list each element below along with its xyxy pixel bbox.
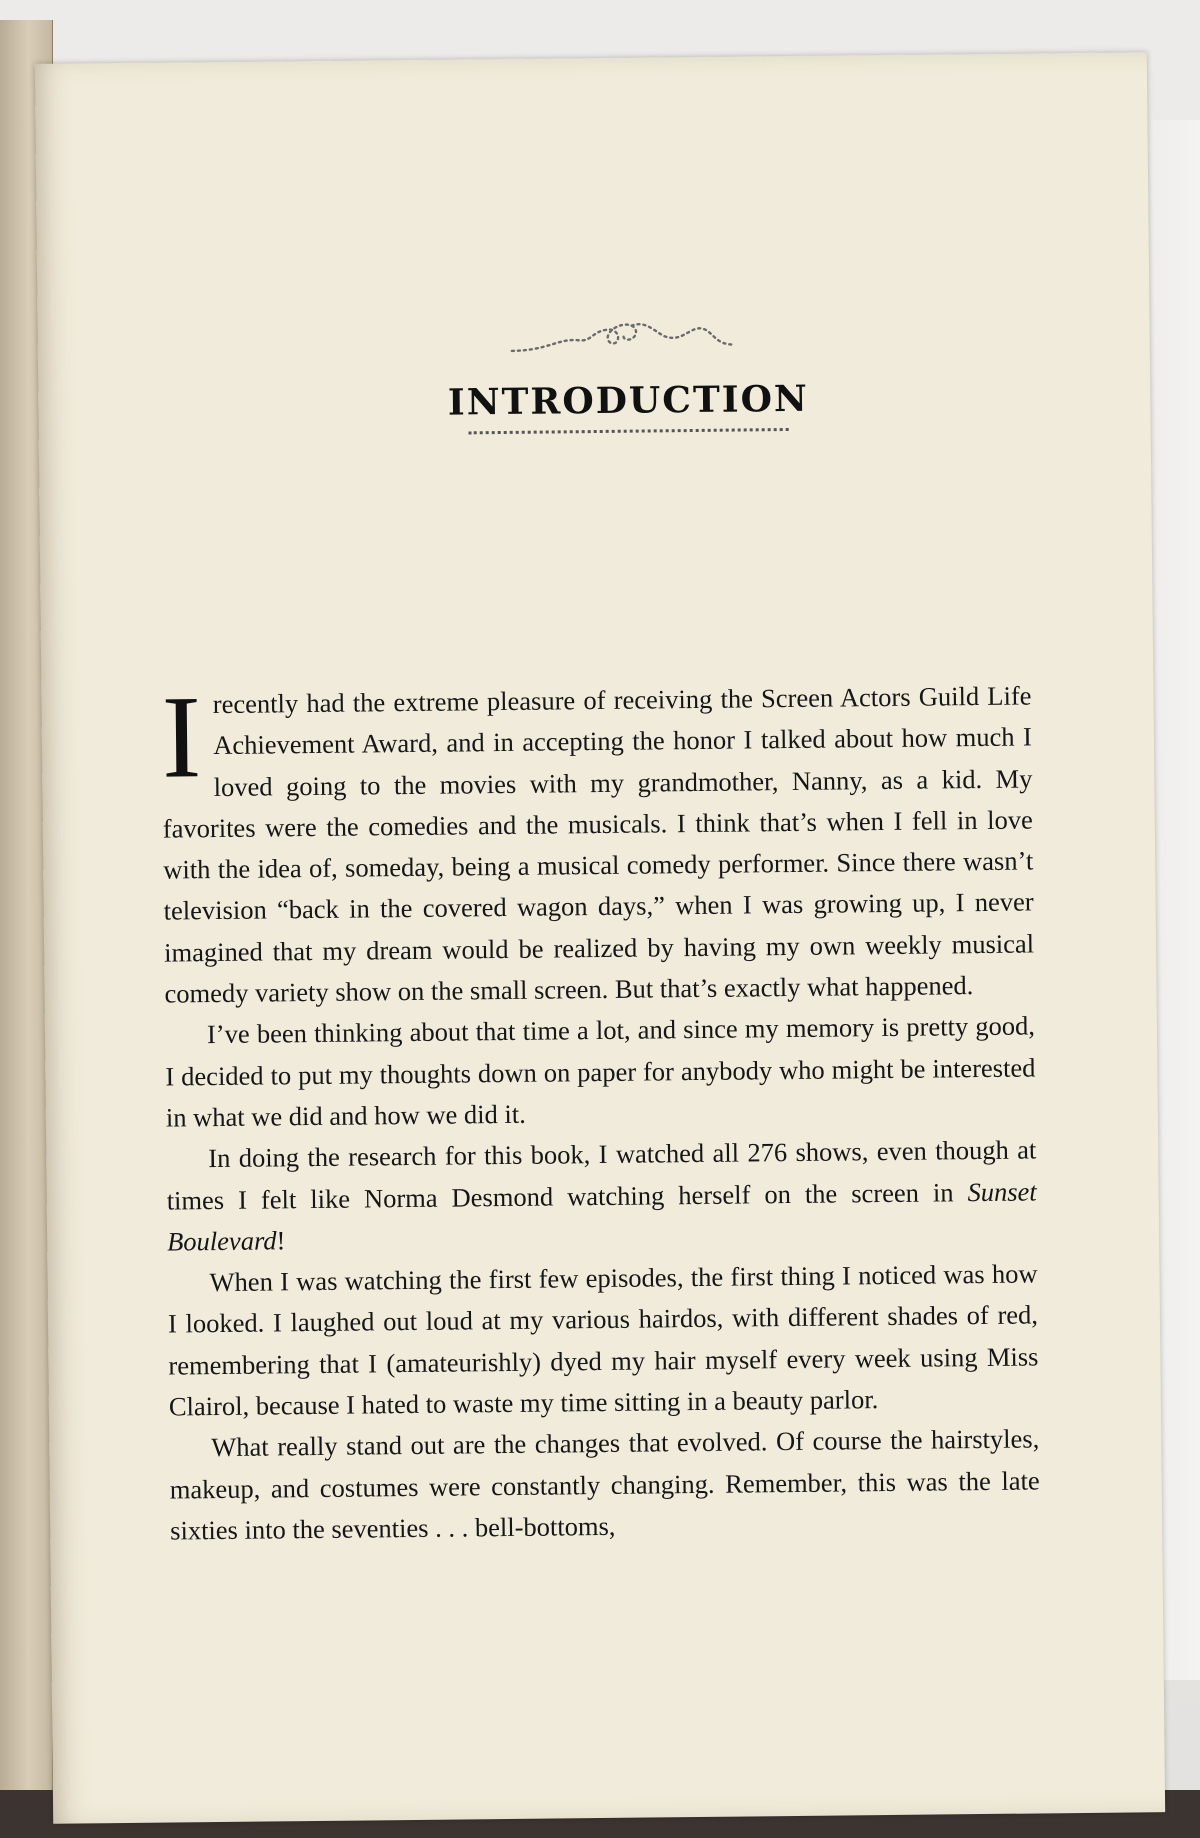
chapter-title: INTRODUCTION [447,377,810,424]
body-text [161,671,1040,1551]
paragraph-1-text: recently had the extreme pleasure of receiving the Screen Actors Guild Life Achievement Award, and in accepting the honor I talked about how much I loved going to the movies with my grandmother, Nanny, as a kid. My favorites were the comedies and the musicals. I think that’s when I fell in love with the idea of, someday, being a musical comedy performer. Since there wasn’t television “back in the covered wagon days,” when I was growing up, I never imagined that my dream would be realized by having my own weekly musical comedy variety show on the small screen. But that’s exactly what happened. [162,680,1035,1009]
paragraph-1 [161,671,1035,1014]
paragraph-3-text: In doing the research for this book, I watched all 276 shows, even though at times I felt like Norma Desmond watching herself on the screen in [166,1134,1037,1216]
paragraph-5: What really stand out are the changes that evolved. Of course the hairstyles, makeup, and costumes were constantly changing. Remember, this was the late sixties into the seventies . . . bell-bottoms, [169,1423,1040,1546]
paragraph-3 [166,1130,1037,1263]
title-underline [469,428,789,434]
drop-cap: I [161,671,202,803]
book-page [35,52,1165,1824]
paragraph-4: When I was watching the first few episodes, the first thing I noticed was how I looked. I laughed out loud at my various hairdos, with different shades of red, remembering that I (amateurishly) dyed my hair myself every week using Miss Clairol, because I hated to waste my time sitting in a beauty parlor. [167,1258,1039,1422]
ornament-flourish-icon [507,315,737,357]
paragraph-2: I’ve been thinking about that time a lot, and since my memory is pretty good, I decided to put my thoughts down on paper for anybody who might be interested in what we did and how we did it. [165,1010,1036,1133]
paragraph-3-end: ! [276,1225,286,1256]
film-title: Sunset Boulevard [166,1176,1037,1257]
